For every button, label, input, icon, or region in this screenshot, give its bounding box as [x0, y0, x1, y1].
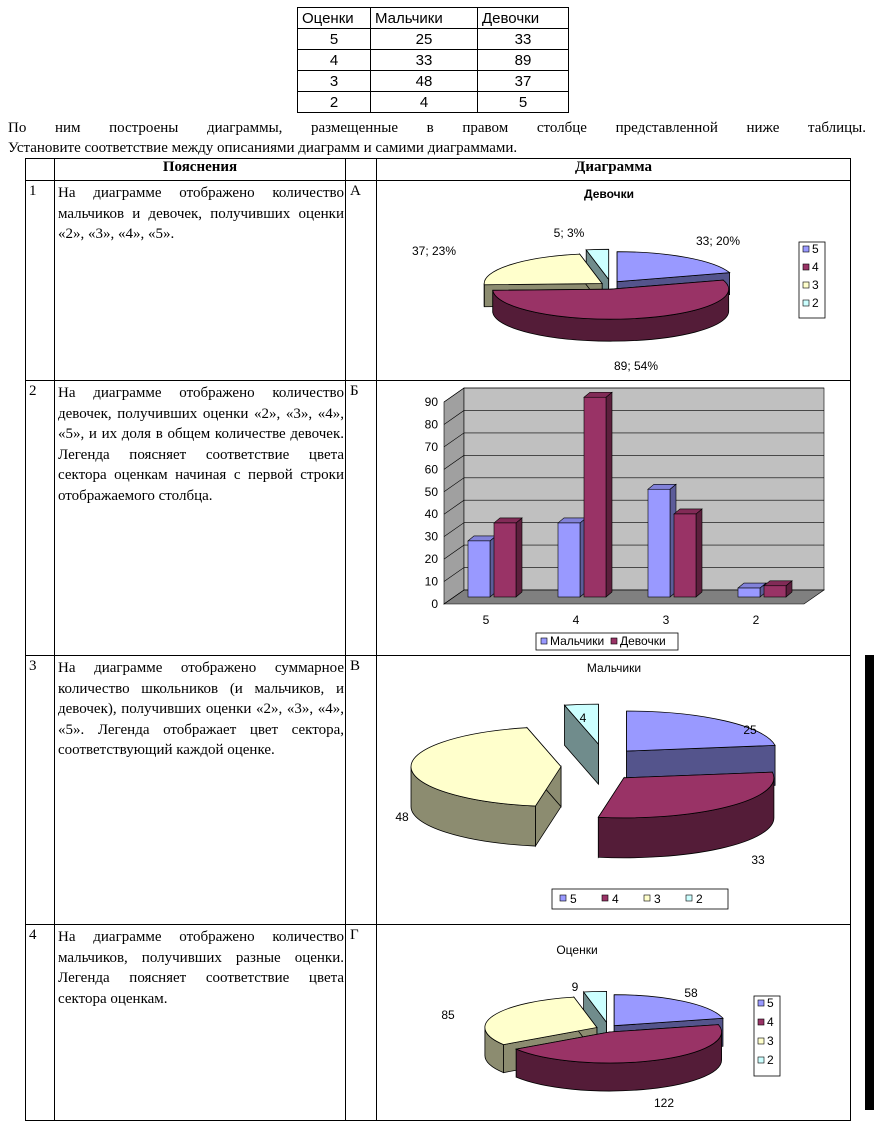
data-label: 5; 3% — [553, 226, 585, 240]
legend-swatch — [602, 895, 608, 901]
bar — [584, 392, 612, 597]
y-tick-label: 30 — [424, 529, 438, 544]
legend-swatch — [758, 1000, 764, 1006]
table-header-cell: Оценки — [298, 8, 371, 29]
row-letter: А — [350, 183, 361, 199]
row-number: 1 — [29, 183, 37, 199]
table-row — [298, 92, 569, 113]
table-cell: 37 — [478, 71, 569, 92]
legend-swatch — [644, 895, 650, 901]
legend-swatch — [541, 638, 547, 644]
legend-label: 3 — [767, 1034, 774, 1048]
legend-swatch — [686, 895, 692, 901]
data-label: 25 — [743, 723, 757, 737]
chart-legend — [536, 633, 678, 650]
bar — [648, 484, 676, 597]
table-header-cell: Девочки — [478, 8, 569, 29]
x-tick-label: 4 — [572, 613, 580, 627]
legend-label: 5 — [812, 242, 819, 256]
y-tick-label: 70 — [424, 439, 438, 454]
chart-side-wall — [444, 388, 464, 604]
y-tick-label: 90 — [424, 395, 438, 409]
legend-label: Мальчики — [550, 634, 605, 648]
legend-swatch — [560, 895, 566, 901]
legend-label: 2 — [767, 1053, 774, 1067]
table-cell: 3 — [298, 71, 371, 92]
row-letter: В — [350, 658, 361, 674]
y-tick-label: 10 — [424, 574, 438, 589]
x-tick-label: 2 — [752, 613, 760, 627]
legend-swatch — [758, 1019, 764, 1025]
data-label: 4 — [579, 711, 587, 725]
table-header-row — [298, 8, 569, 29]
data-label: 9 — [571, 980, 579, 994]
legend-swatch — [803, 246, 809, 252]
data-label: 33; 20% — [695, 234, 741, 248]
chart-legend — [799, 242, 825, 318]
table-cell: 4 — [298, 50, 371, 71]
legend-label: 4 — [767, 1015, 774, 1029]
grades-data-table — [297, 7, 569, 113]
y-tick-label: 20 — [424, 552, 438, 567]
data-label: 89; 54% — [613, 359, 659, 373]
legend-swatch — [803, 300, 809, 306]
legend-swatch — [758, 1038, 764, 1044]
table-cell: 89 — [478, 50, 569, 71]
chart-title: Мальчики — [586, 661, 642, 675]
table-cell: 33 — [478, 29, 569, 50]
legend-label: 3 — [812, 278, 819, 292]
table-cell: 25 — [371, 29, 478, 50]
table-cell: 33 — [371, 50, 478, 71]
y-tick-label: 80 — [424, 417, 438, 432]
bar — [764, 581, 792, 597]
intro-line-1: По ним построены диаграммы, размещенные в правом столбце представленной ниже таблицы. — [8, 120, 866, 136]
header-diagram: Диаграмма — [575, 159, 652, 175]
row-description: На диаграмме отображено количество мальчиков, получивших разные оценки. Легенда поясняет соответствие цвета сектора оценкам. — [58, 929, 344, 1007]
row-description: На диаграмме отображено количество девочек, получивших оценки «2», «3», «4», «5», и их доля в общем количестве девочек. Легенда поясняет соответствие цвета сектора оценкам начиная с первой строки отображаемого столбца. — [58, 385, 344, 504]
row-letter: Б — [350, 383, 359, 399]
legend-label: 5 — [570, 892, 577, 906]
bar — [468, 536, 496, 597]
bar — [558, 518, 586, 597]
chart-title: Оценки — [556, 943, 598, 957]
pie-chart-grades — [378, 925, 849, 1119]
data-label: 33 — [751, 853, 765, 867]
row-description: На диаграмме отображено количество мальчиков и девочек, получивших оценки «2», «3», «4», «5». — [58, 185, 344, 242]
chart-legend — [754, 996, 780, 1076]
pie-chart-boys — [378, 656, 849, 923]
pie-slice — [484, 254, 602, 285]
bar — [674, 509, 702, 597]
table-row — [298, 29, 569, 50]
scan-edge-bar — [865, 655, 874, 1110]
legend-label: 4 — [812, 260, 819, 274]
data-label: 37; 23% — [411, 244, 457, 258]
legend-label: Девочки — [620, 634, 666, 648]
data-label: 48 — [395, 810, 409, 824]
table-cell: 48 — [371, 71, 478, 92]
row-number: 3 — [29, 658, 37, 674]
row-letter: Г — [350, 927, 359, 943]
row-description: На диаграмме отображено суммарное количество школьников (и мальчиков, и девочек), получивших оценки «2», «3», «4», «5». Легенда отображает цвет сектора, соответствующий каждой оценке. — [58, 660, 344, 758]
intro-line-2: Установите соответствие между описаниями диаграмм и самими диаграммами. — [8, 140, 518, 156]
legend-label: 4 — [612, 892, 619, 906]
legend-swatch — [611, 638, 617, 644]
legend-swatch — [803, 282, 809, 288]
table-cell: 5 — [478, 92, 569, 113]
legend-swatch — [803, 264, 809, 270]
table-cell: 5 — [298, 29, 371, 50]
y-tick-label: 40 — [424, 507, 438, 522]
bar — [494, 518, 522, 597]
y-tick-label: 0 — [431, 597, 438, 611]
data-label: 58 — [684, 986, 698, 1000]
table-row — [298, 50, 569, 71]
data-label: 122 — [653, 1096, 675, 1110]
pie-chart-girls — [378, 181, 849, 379]
legend-label: 3 — [654, 892, 661, 906]
table-header-cell: Мальчики — [371, 8, 478, 29]
table-cell: 2 — [298, 92, 371, 113]
legend-swatch — [758, 1057, 764, 1063]
chart-title: Девочки — [584, 187, 634, 201]
x-tick-label: 3 — [662, 613, 670, 627]
chart-legend — [552, 889, 728, 909]
data-label: 85 — [441, 1008, 455, 1022]
x-tick-label: 5 — [482, 613, 490, 627]
table-row — [298, 71, 569, 92]
legend-label: 2 — [696, 892, 703, 906]
bar — [738, 583, 766, 597]
legend-label: 2 — [812, 296, 819, 310]
legend-label: 5 — [767, 996, 774, 1010]
row-number: 4 — [29, 927, 37, 943]
y-tick-label: 60 — [424, 462, 438, 477]
y-tick-label: 50 — [424, 484, 438, 499]
bar-chart-boys-girls — [378, 381, 849, 654]
header-explanations: Пояснения — [162, 159, 238, 175]
table-cell: 4 — [371, 92, 478, 113]
row-number: 2 — [29, 383, 37, 399]
